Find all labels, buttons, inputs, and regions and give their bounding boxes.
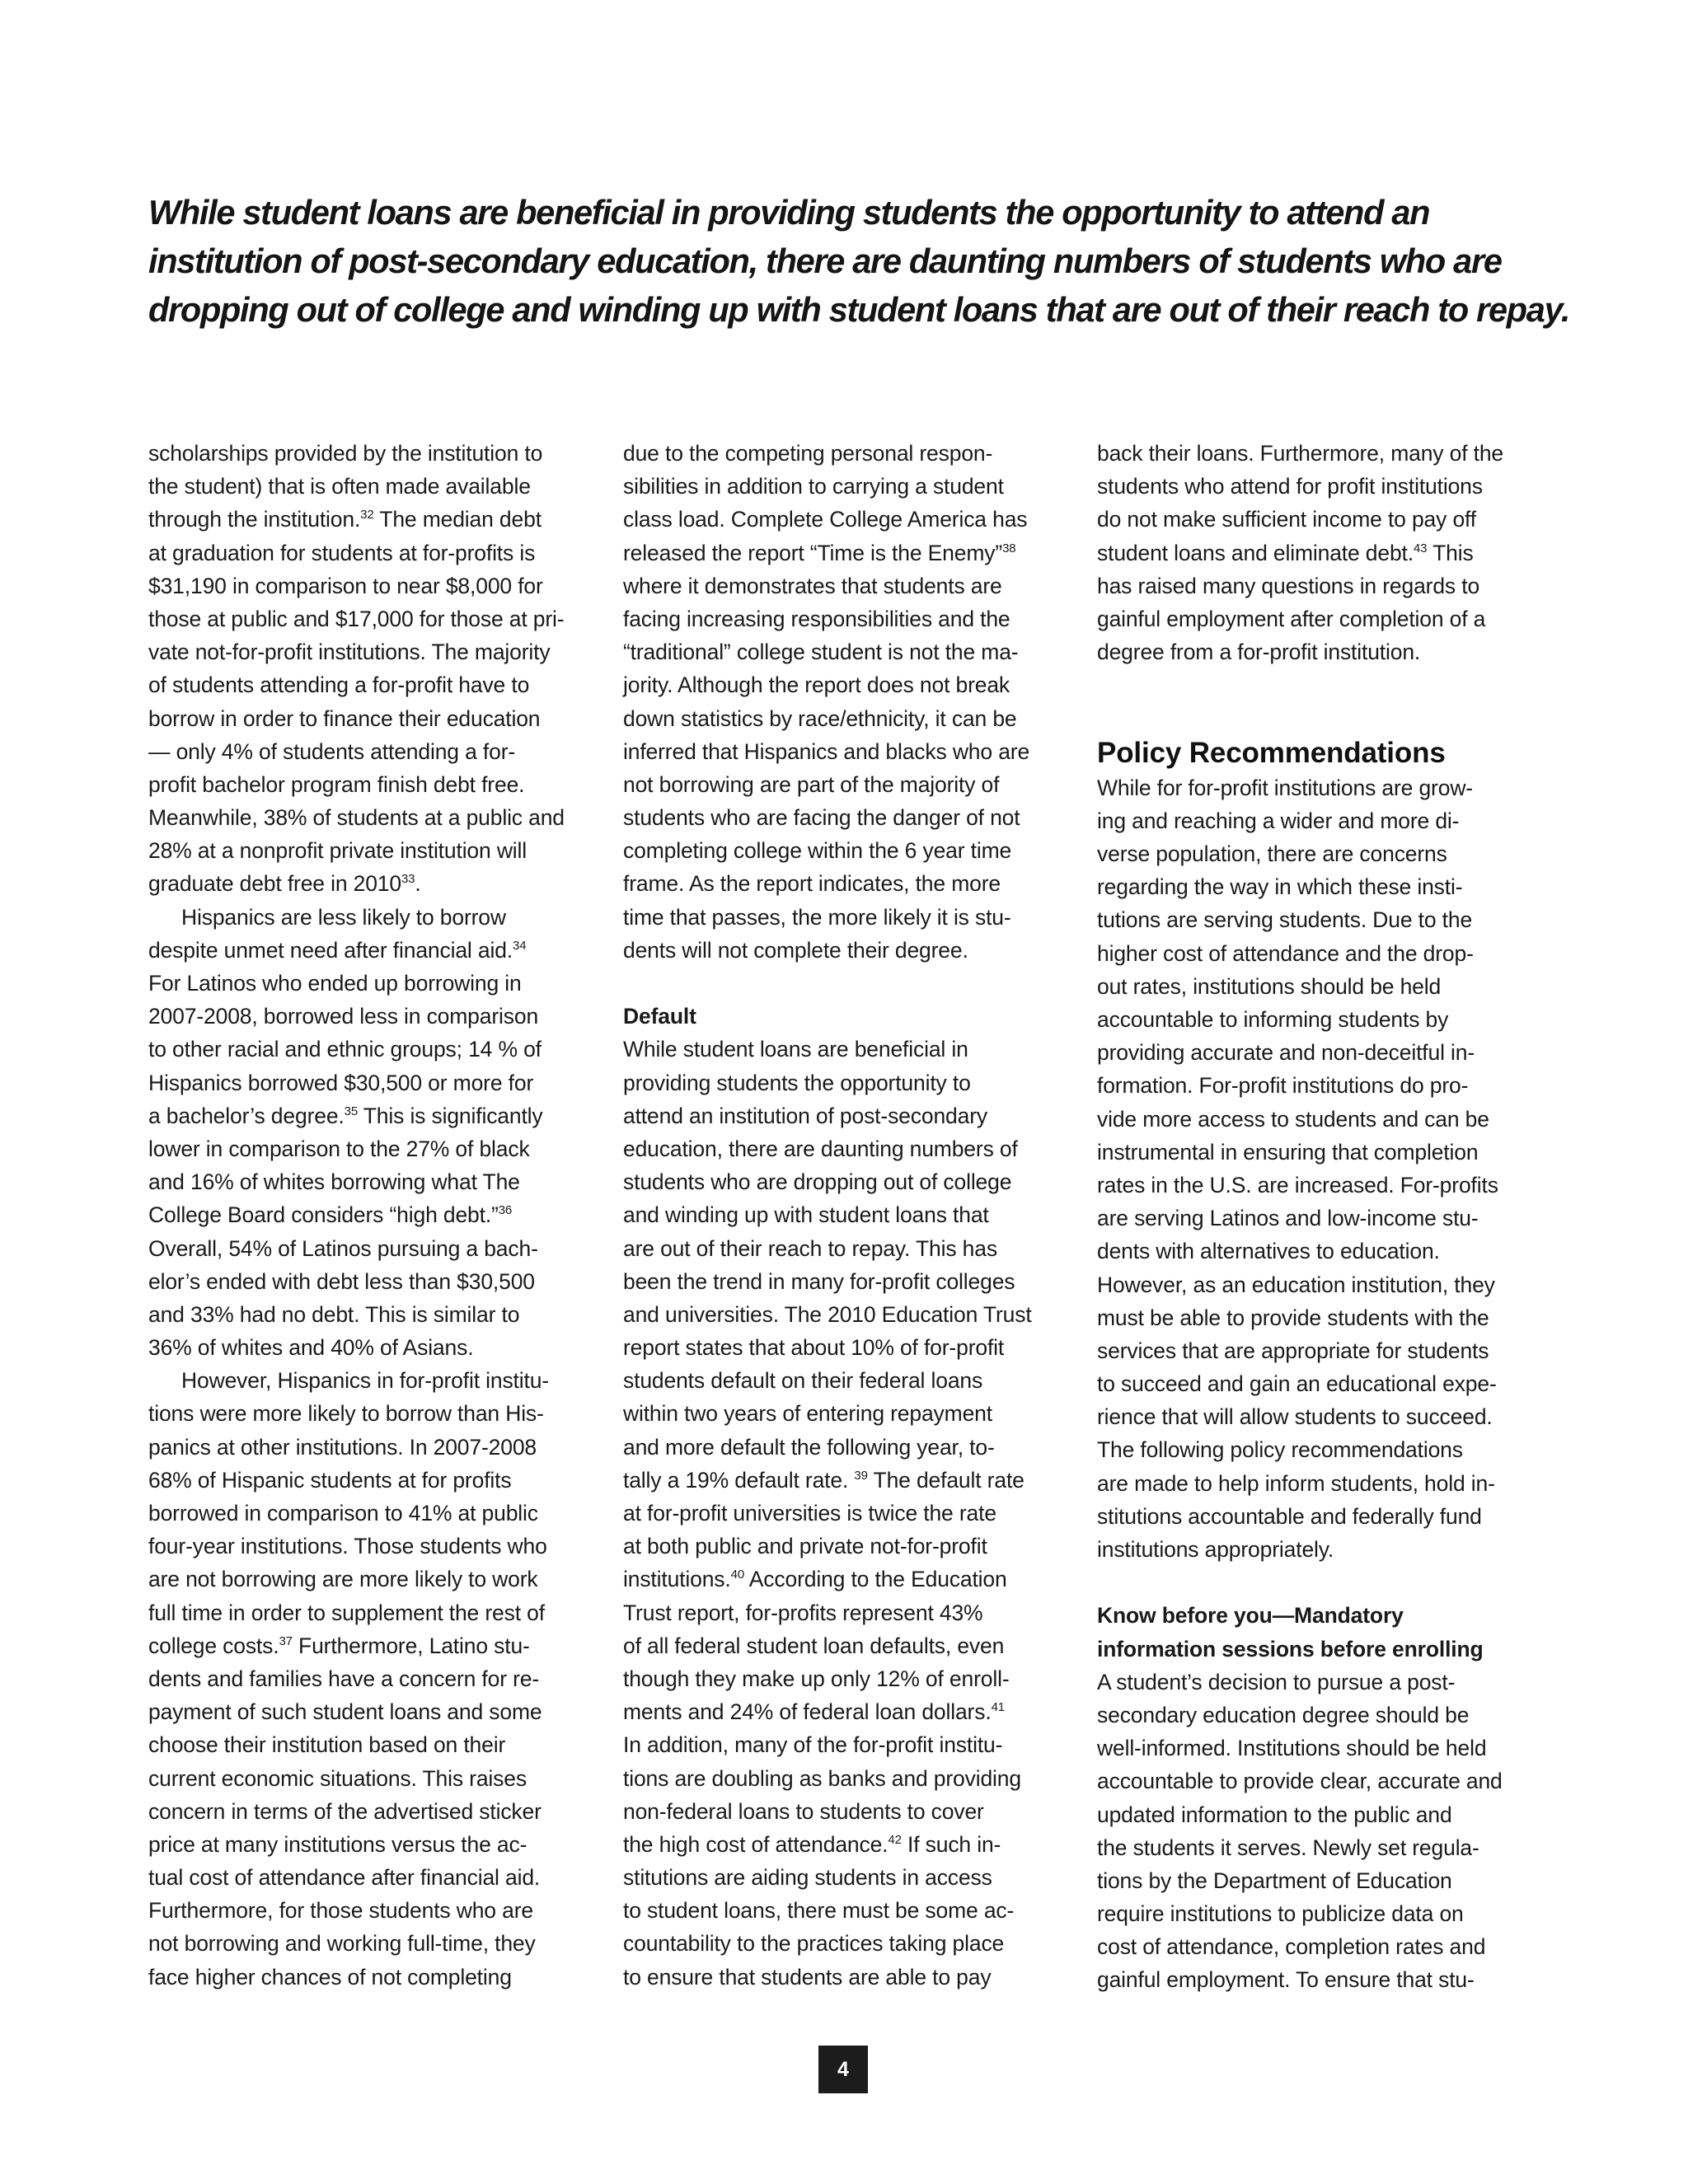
- pull-quote-line: While student loans are beneficial in providing students the opportunity to attend an: [148, 193, 1430, 232]
- text-line: the student) that is often made available: [148, 474, 531, 499]
- text-line: “traditional” college student is not the ma-: [623, 640, 1019, 665]
- text-line: However, as an education institution, they: [1097, 1272, 1495, 1297]
- text-line: profit bachelor program finish debt free.: [148, 771, 525, 797]
- text-line: Hispanics borrowed $30,500 or more for: [148, 1070, 534, 1095]
- text-line: cost of attendance, completion rates and: [1097, 1934, 1486, 1960]
- text-line: and universities. The 2010 Education Trust: [623, 1301, 1032, 1327]
- text-line: updated information to the public and: [1097, 1802, 1452, 1827]
- text-line: at for-profit universities is twice the rate: [623, 1501, 996, 1526]
- text-line: providing accurate and non-deceitful in-: [1097, 1040, 1475, 1066]
- text-line: facing increasing responsibilities and the: [623, 606, 1010, 631]
- text-line: not borrowing are part of the majority of: [623, 771, 1000, 797]
- text-line: services that are appropriate for students: [1097, 1338, 1489, 1363]
- text-line: students who attend for profit institutions: [1097, 474, 1483, 499]
- text-line: though they make up only 12% of enroll-: [623, 1666, 1010, 1691]
- text-line: non-federal loans to students to cover: [623, 1798, 984, 1824]
- text-line: Trust report, for-profits represent 43%: [623, 1600, 983, 1625]
- text-line: price at many institutions versus the ac-: [148, 1831, 528, 1857]
- text-line: rience that will allow students to succeed.: [1097, 1404, 1493, 1430]
- text-line: the high cost of attendance.$^{42}$ If such in-: [623, 1831, 1001, 1857]
- text-line: and winding up with student loans that: [623, 1202, 989, 1228]
- text-line: full time in order to supplement the rest of: [148, 1600, 545, 1625]
- text-line: dents will not complete their degree.: [623, 937, 968, 963]
- text-line: secondary education degree should be: [1097, 1702, 1470, 1727]
- text-line: must be able to provide students with the: [1097, 1305, 1489, 1330]
- text-line: Meanwhile, 38% of students at a public and: [148, 805, 565, 831]
- text-line: tally a 19% default rate. $^{39}$ The default rate: [623, 1467, 1025, 1493]
- text-line: formation. For-profit institutions do pro-: [1097, 1073, 1469, 1099]
- text-line: education, there are daunting numbers of: [623, 1136, 1018, 1161]
- text-line: dents and families have a concern for re-: [148, 1666, 540, 1691]
- text-line: elor’s ended with debt less than $30,500: [148, 1268, 535, 1294]
- text-line: While student loans are beneficial in: [623, 1037, 968, 1062]
- text-line: regarding the way in which these insti-: [1097, 874, 1463, 900]
- pull-quote-line: dropping out of college and winding up with student loans that are out of their reach to repay.: [148, 290, 1570, 329]
- paragraph-gap: [623, 967, 1081, 1000]
- text-line: current economic situations. This raises: [148, 1765, 527, 1791]
- text-line: frame. As the report indicates, the more: [623, 871, 1001, 897]
- text-line: student loans and eliminate debt.$^{43}$ This: [1097, 540, 1474, 565]
- footnote-ref: 40: [730, 1568, 745, 1582]
- text-line: vate not-for-profit institutions. The majority: [148, 640, 551, 665]
- text-line: students who are facing the danger of not: [623, 805, 1020, 831]
- section-heading: Policy Recommendations: [1097, 736, 1446, 769]
- text-line: out rates, institutions should be held: [1097, 973, 1442, 999]
- text-line: completing college within the 6 year time: [623, 838, 1012, 864]
- subsection-heading: Know before you—Mandatory: [1097, 1603, 1404, 1629]
- pull-quote-line: institution of post-secondary education, there are daunting numbers of students who are: [148, 241, 1502, 280]
- text-line: due to the competing personal respon-: [623, 441, 993, 466]
- footnote-ref: 39: [854, 1468, 868, 1483]
- text-line: not borrowing and working full-time, they: [148, 1931, 536, 1957]
- text-line: are serving Latinos and low-income stu-: [1097, 1206, 1479, 1231]
- text-line: degree from a for-profit institution.: [1097, 640, 1421, 665]
- subsection-heading: information sessions before enrolling: [1097, 1636, 1484, 1661]
- footnote-ref: 34: [513, 938, 527, 953]
- text-line: graduate debt free in 2010$^{33}$.: [148, 871, 421, 897]
- text-line: jority. Although the report does not break: [623, 673, 1010, 698]
- footnote-ref: 35: [344, 1104, 359, 1118]
- footnote-ref: 32: [360, 508, 374, 523]
- paragraph-gap: [1097, 1566, 1554, 1599]
- text-line: accountable to provide clear, accurate and: [1097, 1769, 1503, 1794]
- text-column-left: [148, 437, 606, 1994]
- text-line: tions were more likely to borrow than His-: [148, 1401, 544, 1427]
- text-line: 28% at a nonprofit private institution will: [148, 838, 528, 864]
- text-line: A student’s decision to pursue a post-: [1097, 1669, 1456, 1694]
- footnote-ref: 41: [991, 1700, 1005, 1715]
- text-line: choose their institution based on their: [148, 1732, 506, 1758]
- text-line: The following policy recommendations: [1097, 1437, 1463, 1463]
- text-line: four-year institutions. Those students who: [148, 1534, 547, 1559]
- text-line: at both public and private not-for-profit: [623, 1534, 987, 1559]
- text-line: 36% of whites and 40% of Asians.: [148, 1335, 474, 1361]
- text-line: within two years of entering repayment: [623, 1401, 992, 1427]
- text-line: rates in the U.S. are increased. For-profits: [1097, 1172, 1498, 1197]
- text-line: 2007-2008, borrowed less in comparison: [148, 1004, 539, 1029]
- text-line: a bachelor’s degree.$^{35}$ This is significantly: [148, 1103, 543, 1128]
- text-line: sibilities in addition to carrying a student: [623, 474, 1004, 499]
- text-line: college costs.$^{37}$ Furthermore, Latino stu-: [148, 1633, 530, 1658]
- paragraph-gap: [1097, 702, 1554, 735]
- text-line: are not borrowing are more likely to work: [148, 1567, 538, 1592]
- text-line: at graduation for students at for-profits is: [148, 540, 536, 565]
- text-line: tions are doubling as banks and providing: [623, 1765, 1021, 1791]
- text-line: higher cost of attendance and the drop-: [1097, 940, 1474, 966]
- text-line: has raised many questions in regards to: [1097, 573, 1480, 598]
- text-line: ments and 24% of federal loan dollars.$^{41}$: [623, 1699, 1005, 1725]
- text-line: stitutions accountable and federally fund: [1097, 1503, 1482, 1529]
- text-line: verse population, there are concerns: [1097, 841, 1447, 867]
- footnote-ref: 42: [888, 1832, 902, 1847]
- text-line: panics at other institutions. In 2007-2008: [148, 1434, 537, 1460]
- text-line: tions by the Department of Education: [1097, 1868, 1452, 1893]
- text-line: to ensure that students are able to pay: [623, 1964, 992, 1990]
- text-line: where it demonstrates that students are: [623, 573, 1002, 598]
- text-line: institutions appropriately.: [1097, 1537, 1334, 1562]
- text-line: class load. Complete College America has: [623, 507, 1028, 532]
- text-line: scholarships provided by the institution to: [148, 441, 543, 466]
- text-line: ing and reaching a wider and more di-: [1097, 808, 1460, 833]
- text-line: — only 4% of students attending a for-: [148, 738, 516, 764]
- text-line: institutions.$^{40}$ According to the Education: [623, 1567, 1007, 1592]
- text-line: dents with alternatives to education.: [1097, 1239, 1440, 1264]
- text-line: of students attending a for-profit have to: [148, 673, 530, 698]
- text-line: In addition, many of the for-profit institu-: [623, 1732, 1003, 1758]
- footnote-ref: 43: [1413, 541, 1428, 555]
- text-column-middle: [623, 437, 1081, 1994]
- text-line: accountable to informing students by: [1097, 1007, 1449, 1032]
- text-line: borrow in order to finance their education: [148, 705, 541, 731]
- text-line: tutions are serving students. Due to the: [1097, 907, 1473, 933]
- text-line: Furthermore, for those students who are: [148, 1898, 533, 1924]
- text-line: of all federal student loan defaults, even: [623, 1633, 1005, 1658]
- text-line: concern in terms of the advertised sticker: [148, 1798, 542, 1824]
- text-line: released the report “Time is the Enemy”$^{38}$: [623, 540, 1016, 565]
- text-line: require institutions to publicize data on: [1097, 1901, 1464, 1927]
- text-line: lower in comparison to the 27% of black: [148, 1136, 530, 1161]
- text-line: Overall, 54% of Latinos pursuing a bach-: [148, 1235, 538, 1261]
- text-line: providing students the opportunity to: [623, 1070, 971, 1095]
- text-line: through the institution.$^{32}$ The median debt: [148, 507, 542, 532]
- text-line: to student loans, there must be some ac-: [623, 1898, 1015, 1924]
- page-number: 4: [818, 2046, 868, 2093]
- text-line: and more default the following year, to-: [623, 1434, 995, 1460]
- text-line: students who are dropping out of college: [623, 1169, 1012, 1195]
- text-line: are made to help inform students, hold in-: [1097, 1470, 1495, 1496]
- text-line: to other racial and ethnic groups; 14 % of: [148, 1037, 542, 1062]
- text-line: stitutions are aiding students in access: [623, 1865, 992, 1891]
- text-line: the students it serves. Newly set regula-: [1097, 1835, 1479, 1860]
- text-line: instrumental in ensuring that completion: [1097, 1139, 1479, 1165]
- text-line: countability to the practices taking place: [623, 1931, 1005, 1957]
- text-line: students default on their federal loans: [623, 1368, 983, 1394]
- pull-quote: [148, 188, 1570, 334]
- text-line: Hispanics are less likely to borrow: [181, 904, 506, 930]
- text-line: those at public and $17,000 for those at pri-: [148, 606, 565, 631]
- text-line: well-informed. Institutions should be held: [1097, 1736, 1487, 1761]
- footnote-ref: 37: [279, 1633, 293, 1648]
- text-line: down statistics by race/ethnicity, it can be: [623, 705, 1017, 731]
- text-line: While for for-profit institutions are grow-: [1097, 775, 1473, 800]
- text-line: gainful employment after completion of a: [1097, 606, 1486, 631]
- text-line: to succeed and gain an educational expe-: [1097, 1371, 1497, 1397]
- text-line: been the trend in many for-profit colleges: [623, 1268, 1015, 1294]
- text-line: gainful employment. To ensure that stu-: [1097, 1967, 1475, 1993]
- text-line: For Latinos who ended up borrowing in: [148, 971, 522, 996]
- text-line: 68% of Hispanic students at for profits: [148, 1467, 512, 1493]
- text-line: report states that about 10% of for-profit: [623, 1335, 1005, 1361]
- text-line: borrowed in comparison to 41% at public: [148, 1501, 538, 1526]
- text-line: time that passes, the more likely it is stu-: [623, 904, 1011, 930]
- text-line: payment of such student loans and some: [148, 1699, 542, 1725]
- text-line: are out of their reach to repay. This has: [623, 1235, 997, 1261]
- text-line: and 33% had no debt. This is similar to: [148, 1301, 520, 1327]
- text-line: back their loans. Furthermore, many of the: [1097, 441, 1504, 466]
- text-line: face higher chances of not completing: [148, 1964, 512, 1990]
- text-line: College Board considers “high debt.”$^{36}$: [148, 1202, 513, 1228]
- text-column-right: [1097, 437, 1554, 1997]
- text-line: and 16% of whites borrowing what The: [148, 1169, 520, 1195]
- text-line: However, Hispanics in for-profit institu-: [181, 1368, 549, 1394]
- subsection-heading: Default: [623, 1004, 696, 1029]
- text-line: inferred that Hispanics and blacks who are: [623, 738, 1030, 764]
- text-line: $31,190 in comparison to near $8,000 for: [148, 573, 543, 598]
- text-line: do not make sufficient income to pay off: [1097, 507, 1476, 532]
- paragraph-gap: [1097, 668, 1554, 701]
- text-line: vide more access to students and can be: [1097, 1106, 1489, 1132]
- footnote-ref: 36: [498, 1203, 513, 1218]
- footnote-ref: 38: [1002, 541, 1016, 555]
- text-line: tual cost of attendance after financial aid.: [148, 1865, 541, 1891]
- text-line: attend an institution of post-secondary: [623, 1103, 987, 1128]
- text-line: despite unmet need after financial aid.$^{34}$: [148, 937, 527, 963]
- footnote-ref: 33: [401, 872, 415, 887]
